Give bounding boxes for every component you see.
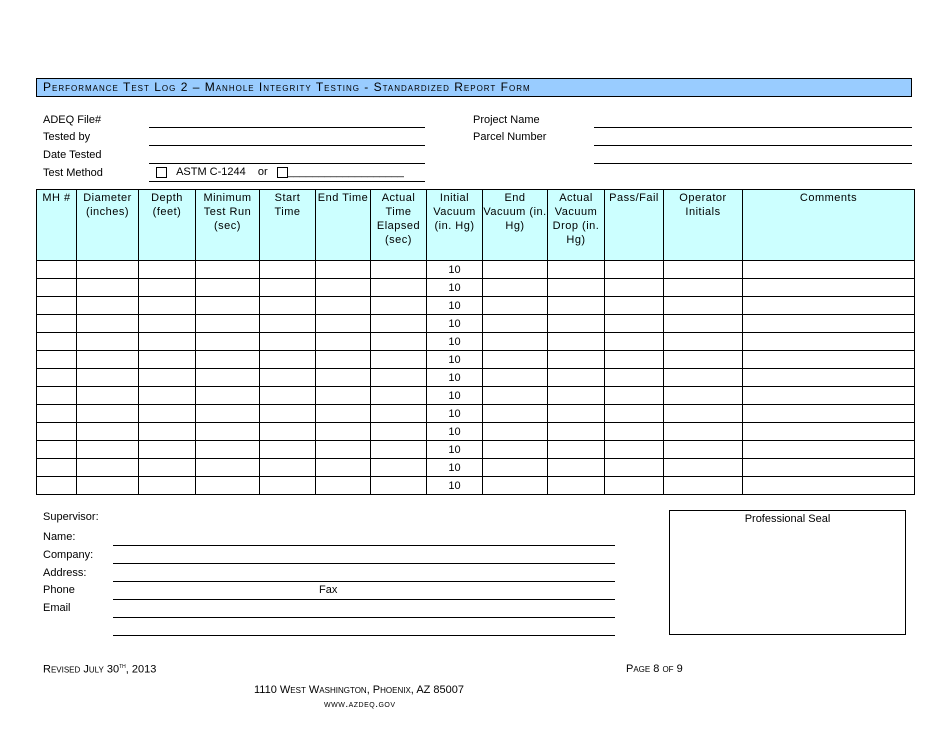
table-cell[interactable]: 10 xyxy=(427,459,483,477)
table-cell[interactable] xyxy=(37,261,77,279)
column-header: Start Time xyxy=(260,190,316,261)
table-cell[interactable]: 10 xyxy=(427,423,483,441)
table-cell[interactable] xyxy=(548,333,605,351)
table-cell[interactable] xyxy=(483,279,548,297)
table-cell[interactable] xyxy=(260,351,316,369)
table-cell[interactable] xyxy=(196,315,260,333)
table-cell[interactable] xyxy=(371,333,427,351)
adeq-file-label: ADEQ File# xyxy=(43,114,102,126)
table-cell[interactable] xyxy=(605,261,664,279)
phone-fax-field[interactable] xyxy=(113,599,615,600)
table-cell[interactable] xyxy=(316,351,371,369)
table-cell[interactable] xyxy=(371,477,427,495)
column-header: Depth (feet) xyxy=(139,190,196,261)
company-label: Company: xyxy=(43,549,94,561)
table-cell[interactable] xyxy=(196,477,260,495)
table-cell[interactable] xyxy=(743,279,915,297)
column-header: Diameter (inches) xyxy=(77,190,139,261)
form-title: Performance Test Log 2 – Manhole Integrity Testing - Standardized Report Form xyxy=(36,78,912,97)
table-cell[interactable] xyxy=(77,315,139,333)
table-row xyxy=(37,477,915,495)
table-cell[interactable] xyxy=(548,351,605,369)
table-cell[interactable] xyxy=(548,315,605,333)
company-field[interactable] xyxy=(113,563,615,564)
adeq-file-field[interactable] xyxy=(149,127,425,128)
column-header: Initial Vacuum (in. Hg) xyxy=(427,190,483,261)
table-cell[interactable] xyxy=(139,459,196,477)
email-field[interactable] xyxy=(113,617,615,618)
table-cell[interactable] xyxy=(77,279,139,297)
table-cell[interactable] xyxy=(664,333,743,351)
footer-address: 1110 West Washington, Phoenix, AZ 85007 xyxy=(254,684,465,696)
table-row xyxy=(37,279,915,297)
table-cell[interactable] xyxy=(77,387,139,405)
table-cell[interactable] xyxy=(371,387,427,405)
table-cell[interactable] xyxy=(139,261,196,279)
table-cell[interactable] xyxy=(664,387,743,405)
table-cell[interactable] xyxy=(605,423,664,441)
test-method-underline xyxy=(149,181,425,182)
table-cell[interactable] xyxy=(483,369,548,387)
table-cell[interactable] xyxy=(743,351,915,369)
astm-label: ASTM C-1244 xyxy=(176,166,246,178)
parcel-number-label: Parcel Number xyxy=(473,131,547,143)
parcel-number-field[interactable] xyxy=(594,145,912,146)
table-cell[interactable] xyxy=(371,423,427,441)
table-cell[interactable] xyxy=(743,315,915,333)
project-name-field[interactable] xyxy=(594,127,912,128)
table-cell[interactable] xyxy=(139,405,196,423)
date-tested-label: Date Tested xyxy=(43,149,102,161)
table-cell[interactable] xyxy=(77,261,139,279)
table-cell[interactable] xyxy=(77,297,139,315)
table-cell[interactable] xyxy=(605,441,664,459)
table-cell[interactable] xyxy=(743,297,915,315)
tested-by-label: Tested by xyxy=(43,131,91,143)
table-cell[interactable] xyxy=(260,441,316,459)
table-row xyxy=(37,261,915,279)
page-number: Page 8 of 9 xyxy=(626,663,683,675)
extra-field-line[interactable] xyxy=(594,163,912,164)
table-cell[interactable] xyxy=(196,351,260,369)
table-cell[interactable] xyxy=(37,459,77,477)
table-cell[interactable] xyxy=(196,333,260,351)
table-cell[interactable] xyxy=(743,441,915,459)
professional-seal-box xyxy=(669,510,906,635)
table-cell[interactable] xyxy=(196,369,260,387)
table-cell[interactable]: 10 xyxy=(427,297,483,315)
table-cell[interactable] xyxy=(196,261,260,279)
revised-date: Revised July 30th, 2013 xyxy=(43,663,157,676)
table-cell[interactable] xyxy=(371,405,427,423)
table-cell[interactable] xyxy=(260,405,316,423)
table-cell[interactable] xyxy=(316,315,371,333)
table-cell[interactable] xyxy=(664,423,743,441)
tested-by-field[interactable] xyxy=(149,145,425,146)
table-cell[interactable] xyxy=(605,315,664,333)
table-cell[interactable] xyxy=(605,279,664,297)
table-cell[interactable] xyxy=(371,297,427,315)
table-row xyxy=(37,423,915,441)
table-cell[interactable]: 10 xyxy=(427,477,483,495)
table-cell[interactable] xyxy=(483,333,548,351)
table-cell[interactable] xyxy=(371,441,427,459)
table-header-row xyxy=(37,190,915,261)
table-cell[interactable] xyxy=(316,297,371,315)
table-cell[interactable] xyxy=(260,423,316,441)
table-cell[interactable] xyxy=(196,459,260,477)
table-cell[interactable] xyxy=(260,459,316,477)
table-cell[interactable]: 10 xyxy=(427,405,483,423)
table-cell[interactable] xyxy=(605,333,664,351)
table-cell[interactable] xyxy=(664,279,743,297)
table-cell[interactable] xyxy=(77,351,139,369)
table-cell[interactable] xyxy=(37,405,77,423)
column-header: Actual Time Elapsed (sec) xyxy=(371,190,427,261)
table-cell[interactable] xyxy=(260,477,316,495)
table-cell[interactable] xyxy=(664,261,743,279)
table-cell[interactable] xyxy=(316,333,371,351)
table-cell[interactable] xyxy=(605,369,664,387)
table-cell[interactable] xyxy=(548,297,605,315)
name-label: Name: xyxy=(43,531,76,543)
table-cell[interactable] xyxy=(37,297,77,315)
table-cell[interactable]: 10 xyxy=(427,387,483,405)
table-cell[interactable] xyxy=(605,351,664,369)
table-cell[interactable] xyxy=(260,279,316,297)
column-header: End Time xyxy=(316,190,371,261)
table-cell[interactable] xyxy=(316,423,371,441)
table-cell[interactable] xyxy=(743,369,915,387)
table-cell[interactable] xyxy=(260,387,316,405)
table-cell[interactable] xyxy=(548,459,605,477)
table-cell[interactable] xyxy=(196,279,260,297)
column-header: Actual Vacuum Drop (in. Hg) xyxy=(548,190,605,261)
footer-website: www.azdeq.gov xyxy=(324,699,396,710)
table-cell[interactable]: 10 xyxy=(427,351,483,369)
table-cell[interactable] xyxy=(548,441,605,459)
table-cell[interactable] xyxy=(483,315,548,333)
table-cell[interactable] xyxy=(316,441,371,459)
table-cell[interactable] xyxy=(196,441,260,459)
table-cell[interactable] xyxy=(37,351,77,369)
table-cell[interactable] xyxy=(483,459,548,477)
table-cell[interactable] xyxy=(548,423,605,441)
table-cell[interactable] xyxy=(743,423,915,441)
project-name-label: Project Name xyxy=(473,114,540,126)
table-cell[interactable] xyxy=(548,405,605,423)
table-cell[interactable] xyxy=(37,423,77,441)
table-cell[interactable] xyxy=(664,405,743,423)
table-cell[interactable] xyxy=(483,405,548,423)
astm-checkbox[interactable] xyxy=(156,167,167,178)
table-cell[interactable] xyxy=(139,279,196,297)
extra-supervisor-line[interactable] xyxy=(113,635,615,636)
table-cell[interactable] xyxy=(605,297,664,315)
table-cell[interactable] xyxy=(371,459,427,477)
table-cell[interactable] xyxy=(483,351,548,369)
table-cell[interactable]: 10 xyxy=(427,315,483,333)
table-row xyxy=(37,459,915,477)
table-cell[interactable] xyxy=(260,297,316,315)
table-cell[interactable] xyxy=(77,369,139,387)
table-cell[interactable] xyxy=(743,387,915,405)
table-cell[interactable] xyxy=(260,333,316,351)
table-cell[interactable] xyxy=(316,387,371,405)
table-row xyxy=(37,333,915,351)
table-cell[interactable] xyxy=(371,369,427,387)
table-cell[interactable] xyxy=(316,261,371,279)
table-cell[interactable] xyxy=(605,387,664,405)
table-row xyxy=(37,405,915,423)
table-cell[interactable] xyxy=(664,369,743,387)
table-cell[interactable] xyxy=(37,387,77,405)
table-cell[interactable] xyxy=(196,297,260,315)
table-cell[interactable] xyxy=(196,387,260,405)
table-cell[interactable]: 10 xyxy=(427,333,483,351)
test-log-table xyxy=(36,189,915,495)
table-cell[interactable] xyxy=(37,333,77,351)
table-cell[interactable]: 10 xyxy=(427,441,483,459)
column-header: Pass/Fail xyxy=(605,190,664,261)
address-label: Address: xyxy=(43,567,87,579)
table-cell[interactable]: 10 xyxy=(427,279,483,297)
table-row xyxy=(37,387,915,405)
table-cell[interactable] xyxy=(37,441,77,459)
table-cell[interactable] xyxy=(37,279,77,297)
table-cell[interactable] xyxy=(664,477,743,495)
table-cell[interactable] xyxy=(139,423,196,441)
table-cell[interactable] xyxy=(548,279,605,297)
table-cell[interactable] xyxy=(316,477,371,495)
phone-label: Phone xyxy=(43,584,75,596)
table-cell[interactable] xyxy=(77,333,139,351)
table-row xyxy=(37,369,915,387)
table-cell[interactable] xyxy=(139,369,196,387)
table-cell[interactable] xyxy=(37,315,77,333)
table-cell[interactable] xyxy=(371,315,427,333)
table-cell[interactable] xyxy=(371,351,427,369)
email-label: Email xyxy=(43,602,71,614)
table-cell[interactable] xyxy=(483,261,548,279)
table-cell[interactable] xyxy=(743,459,915,477)
table-cell[interactable]: 10 xyxy=(427,261,483,279)
table-cell[interactable] xyxy=(77,477,139,495)
fax-label: Fax xyxy=(319,584,338,596)
table-cell[interactable]: 10 xyxy=(427,369,483,387)
column-header: Comments xyxy=(743,190,915,261)
table-cell[interactable] xyxy=(139,387,196,405)
table-cell[interactable] xyxy=(139,441,196,459)
table-cell[interactable] xyxy=(483,297,548,315)
column-header: MH # xyxy=(37,190,77,261)
table-cell[interactable] xyxy=(664,351,743,369)
table-cell[interactable] xyxy=(139,333,196,351)
table-cell[interactable] xyxy=(37,477,77,495)
table-row xyxy=(37,441,915,459)
table-cell[interactable] xyxy=(483,441,548,459)
table-cell[interactable] xyxy=(316,369,371,387)
table-cell[interactable] xyxy=(743,405,915,423)
table-cell[interactable] xyxy=(316,405,371,423)
table-cell[interactable] xyxy=(316,459,371,477)
table-cell[interactable] xyxy=(548,369,605,387)
table-cell[interactable] xyxy=(196,423,260,441)
table-row xyxy=(37,315,915,333)
other-method-field[interactable]: ___________________ xyxy=(287,166,404,178)
table-cell[interactable] xyxy=(605,477,664,495)
column-header: End Vacuum (in. Hg) xyxy=(483,190,548,261)
table-cell[interactable] xyxy=(548,261,605,279)
table-cell[interactable] xyxy=(371,279,427,297)
table-cell[interactable] xyxy=(260,369,316,387)
table-row xyxy=(37,297,915,315)
table-cell[interactable] xyxy=(139,351,196,369)
table-cell[interactable] xyxy=(77,423,139,441)
address-field[interactable] xyxy=(113,581,615,582)
table-cell[interactable] xyxy=(139,297,196,315)
table-cell[interactable] xyxy=(139,477,196,495)
professional-seal-label: Professional Seal xyxy=(744,513,831,525)
date-tested-field[interactable] xyxy=(149,163,425,164)
table-cell[interactable] xyxy=(316,279,371,297)
table-cell[interactable] xyxy=(483,423,548,441)
table-cell[interactable] xyxy=(37,369,77,387)
table-cell[interactable] xyxy=(483,387,548,405)
column-header: Minimum Test Run (sec) xyxy=(196,190,260,261)
table-cell[interactable] xyxy=(77,441,139,459)
table-cell[interactable] xyxy=(548,477,605,495)
table-cell[interactable] xyxy=(664,315,743,333)
table-cell[interactable] xyxy=(605,459,664,477)
column-header: Operator Initials xyxy=(664,190,743,261)
table-cell[interactable] xyxy=(77,405,139,423)
table-cell[interactable] xyxy=(664,441,743,459)
table-cell[interactable] xyxy=(548,387,605,405)
table-cell[interactable] xyxy=(196,405,260,423)
table-cell[interactable] xyxy=(664,459,743,477)
table-cell[interactable] xyxy=(743,333,915,351)
or-label: or xyxy=(257,166,268,178)
name-field[interactable] xyxy=(113,545,615,546)
table-cell[interactable] xyxy=(743,261,915,279)
test-method-label: Test Method xyxy=(43,167,103,179)
table-cell[interactable] xyxy=(743,477,915,495)
test-method-options xyxy=(156,166,404,178)
table-cell[interactable] xyxy=(605,405,664,423)
supervisor-label: Supervisor: xyxy=(43,511,99,523)
table-cell[interactable] xyxy=(77,459,139,477)
other-method-checkbox[interactable] xyxy=(277,167,288,178)
table-cell[interactable] xyxy=(664,297,743,315)
table-cell[interactable] xyxy=(260,315,316,333)
table-cell[interactable] xyxy=(483,477,548,495)
table-row xyxy=(37,351,915,369)
table-cell[interactable] xyxy=(371,261,427,279)
table-cell[interactable] xyxy=(260,261,316,279)
table-cell[interactable] xyxy=(139,315,196,333)
